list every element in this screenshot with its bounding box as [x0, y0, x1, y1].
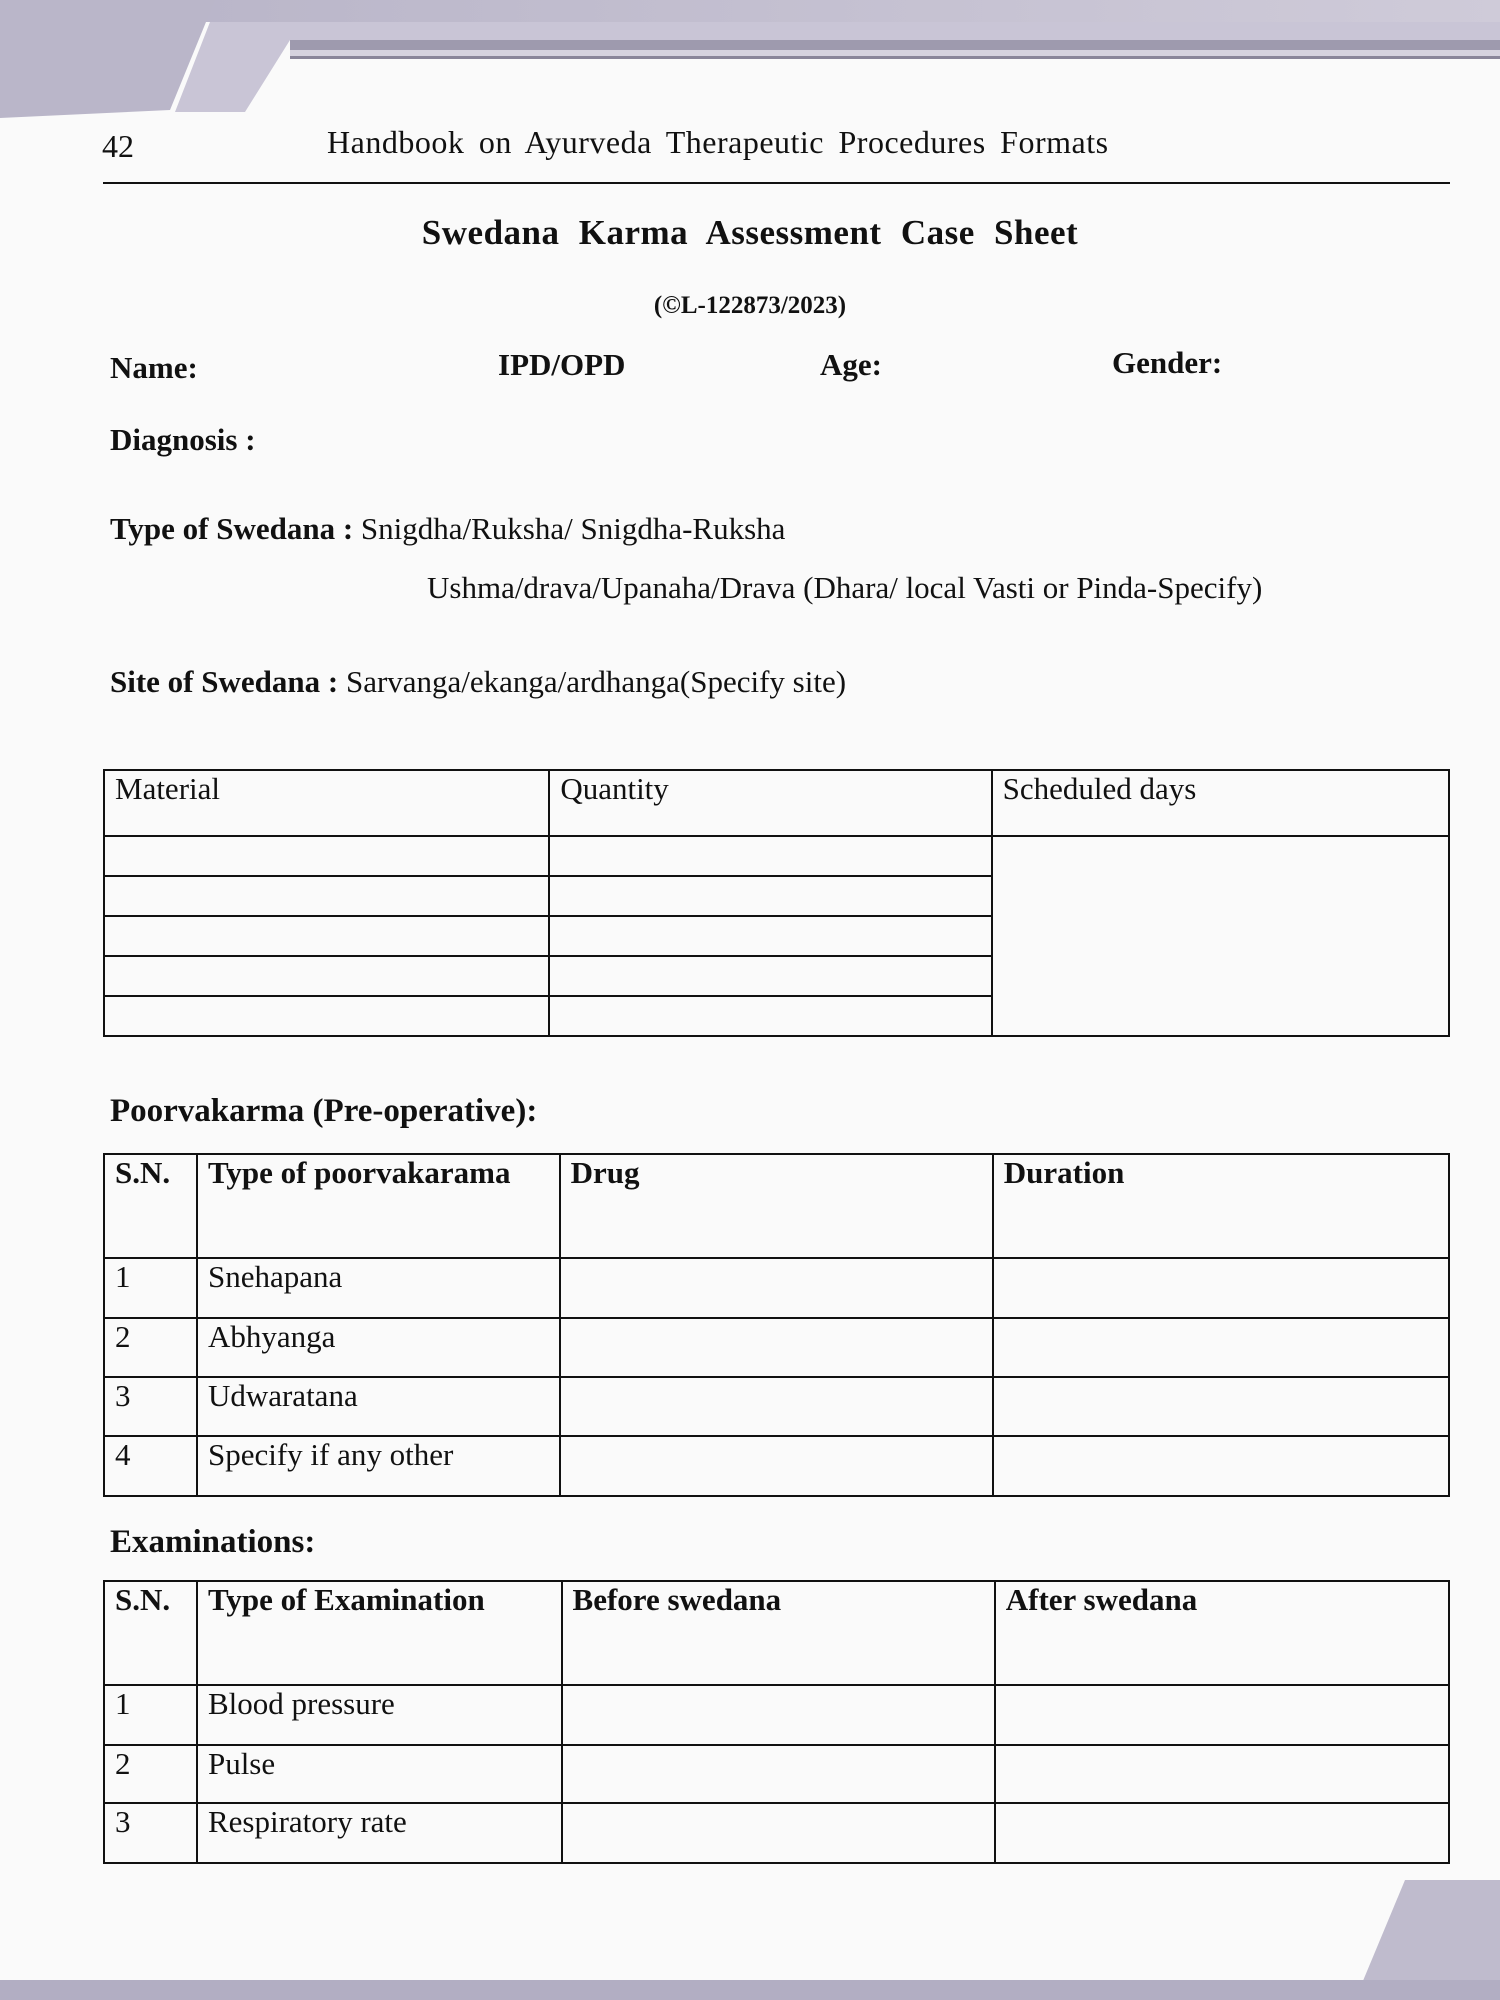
quantity-cell[interactable]: [549, 836, 991, 876]
exam-type-cell: Respiratory rate: [197, 1803, 562, 1863]
exam-type-header: Type of Examination: [197, 1581, 562, 1685]
quantity-cell[interactable]: [549, 916, 991, 956]
type-of-swedana-options-1: Snigdha/Ruksha/ Snigdha-Ruksha: [360, 511, 786, 546]
table-row: [104, 1803, 1449, 1863]
page-number: 42: [102, 128, 134, 164]
type-of-swedana-line: [110, 511, 785, 547]
type-cell: Udwaratana: [197, 1377, 560, 1436]
before-swedana-cell[interactable]: [562, 1685, 995, 1745]
material-cell[interactable]: [104, 996, 549, 1036]
sn-cell: 4: [104, 1436, 197, 1496]
drug-cell[interactable]: [560, 1258, 993, 1318]
table-row: [104, 1436, 1449, 1496]
diagnosis-label: Diagnosis :: [110, 422, 256, 457]
name-label: Name:: [110, 350, 198, 385]
header-rule: [103, 182, 1450, 184]
sn-header: S.N.: [104, 1581, 197, 1685]
after-swedana-cell[interactable]: [995, 1685, 1449, 1745]
before-swedana-cell[interactable]: [562, 1803, 995, 1863]
duration-header: Duration: [993, 1154, 1449, 1258]
exam-type-cell: Pulse: [197, 1745, 562, 1803]
drug-cell[interactable]: [560, 1377, 993, 1436]
material-cell[interactable]: [104, 956, 549, 996]
after-swedana-header: After swedana: [995, 1581, 1449, 1685]
duration-cell[interactable]: [993, 1258, 1449, 1318]
sn-cell: 2: [104, 1745, 197, 1803]
site-of-swedana-options: Sarvanga/ekanga/ardhanga(Specify site): [345, 664, 847, 699]
quantity-cell[interactable]: [549, 956, 991, 996]
examinations-table: [103, 1580, 1450, 1864]
gender-label: Gender:: [1112, 345, 1223, 380]
drug-cell[interactable]: [560, 1318, 993, 1377]
sn-cell: 1: [104, 1258, 197, 1318]
drug-header: Drug: [560, 1154, 993, 1258]
drug-cell[interactable]: [560, 1436, 993, 1496]
copyright-notice: (©L-122873/2023): [653, 292, 847, 319]
table-row: [104, 1685, 1449, 1745]
exam-type-cell: Blood pressure: [197, 1685, 562, 1745]
examinations-heading: Examinations:: [110, 1524, 316, 1560]
material-cell[interactable]: [104, 876, 549, 916]
table-row: [104, 1318, 1449, 1377]
poorvakarma-table: [103, 1153, 1450, 1497]
after-swedana-cell[interactable]: [995, 1803, 1449, 1863]
table-row: [104, 1258, 1449, 1318]
sn-cell: 1: [104, 1685, 197, 1745]
quantity-header: Quantity: [549, 770, 991, 836]
table-row: [104, 1377, 1449, 1436]
type-cell: Snehapana: [197, 1258, 560, 1318]
duration-cell[interactable]: [993, 1436, 1449, 1496]
scheduled-days-header: Scheduled days: [992, 770, 1449, 836]
after-swedana-cell[interactable]: [995, 1745, 1449, 1803]
running-head: Handbook on Ayurveda Therapeutic Procedures Formats: [327, 124, 1109, 160]
site-of-swedana-line: [110, 664, 846, 700]
material-header: Material: [104, 770, 549, 836]
duration-cell[interactable]: [993, 1318, 1449, 1377]
material-cell[interactable]: [104, 836, 549, 876]
material-cell[interactable]: [104, 916, 549, 956]
type-cell: Specify if any other: [197, 1436, 560, 1496]
scheduled-days-cell[interactable]: [992, 836, 1449, 1036]
site-of-swedana-label: Site of Swedana :: [110, 664, 339, 699]
ipd-opd-label: IPD/OPD: [498, 347, 626, 382]
sn-header: S.N.: [104, 1154, 197, 1258]
sn-cell: 2: [104, 1318, 197, 1377]
type-of-swedana-label: Type of Swedana :: [110, 511, 354, 546]
bottom-border-decoration: [0, 1880, 1500, 2000]
table-row: [104, 1745, 1449, 1803]
duration-cell[interactable]: [993, 1377, 1449, 1436]
quantity-cell[interactable]: [549, 996, 991, 1036]
material-table: [103, 769, 1450, 1037]
type-of-swedana-options-2: Ushma/drava/Upanaha/Drava (Dhara/ local Vasti or Pinda-Specify): [427, 570, 1263, 605]
age-label: Age:: [820, 347, 882, 382]
top-border-decoration: [0, 0, 1500, 120]
sn-cell: 3: [104, 1803, 197, 1863]
type-header: Type of poorvakarama: [197, 1154, 560, 1258]
before-swedana-header: Before swedana: [562, 1581, 995, 1685]
quantity-cell[interactable]: [549, 876, 991, 916]
sn-cell: 3: [104, 1377, 197, 1436]
poorvakarma-heading: Poorvakarma (Pre-operative):: [110, 1093, 538, 1129]
before-swedana-cell[interactable]: [562, 1745, 995, 1803]
page-title: Swedana Karma Assessment Case Sheet: [421, 213, 1079, 252]
type-cell: Abhyanga: [197, 1318, 560, 1377]
